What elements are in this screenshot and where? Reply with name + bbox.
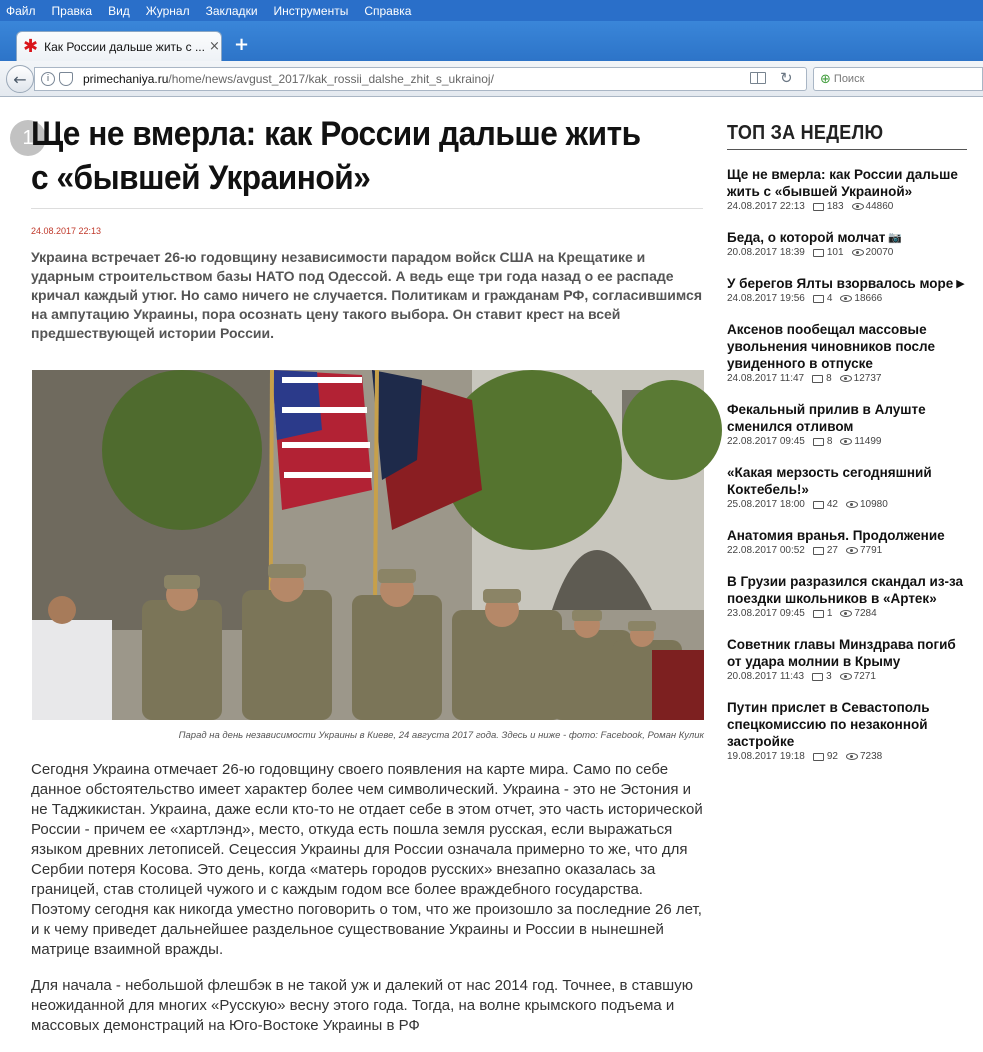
top-item-title[interactable]: Советник главы Минздрава погиб от удара молнии в Крыму — [727, 637, 956, 669]
menu-history[interactable]: Журнал — [145, 3, 190, 18]
top-item-meta: 20.08.2017 18:39 101 20070 — [727, 247, 894, 258]
top-item-meta: 25.08.2017 18:00 42 10980 — [727, 499, 888, 510]
top-item-meta: 24.08.2017 11:47 8 12737 — [727, 373, 882, 384]
top-item-meta: 24.08.2017 22:13 183 44860 — [727, 201, 894, 212]
top-item-meta: 24.08.2017 19:56 4 18666 — [727, 293, 883, 304]
comment-icon — [813, 547, 824, 555]
tab-strip — [0, 21, 983, 61]
top-item-meta: 22.08.2017 00:52 27 7791 — [727, 545, 883, 556]
top-list-item[interactable] — [727, 527, 967, 556]
info-icon[interactable]: i — [41, 72, 55, 86]
views-eye-icon — [846, 547, 858, 554]
comment-icon — [812, 375, 823, 383]
comment-icon — [813, 203, 824, 211]
views-eye-icon — [846, 501, 858, 508]
top-list-item[interactable] — [727, 699, 967, 762]
top-item-title[interactable]: У берегов Ялты взорвалось море ▶ — [727, 276, 965, 291]
page-content — [0, 98, 983, 1034]
url-bar[interactable] — [34, 67, 807, 91]
menu-tools[interactable]: Инструменты — [273, 3, 349, 18]
top-item-meta: 19.08.2017 19:18 92 7238 — [727, 751, 883, 762]
comment-icon — [812, 673, 823, 681]
views-eye-icon — [840, 295, 852, 302]
new-tab-button[interactable]: + — [234, 34, 250, 55]
menu-help[interactable]: Справка — [364, 3, 412, 18]
comment-icon — [813, 249, 824, 257]
tab-article[interactable] — [16, 31, 222, 61]
menu-view[interactable]: Вид — [108, 3, 130, 18]
article-paragraph: Для начала - небольшой флешбэк в не такой уж и далекий от нас 2014 год. Точнее, в ставшую неожиданной для многих «Русскую» весну этого года. Тогда, на волне крымского подъема и массовых демонстраций на Юго-Востоке Украины в РФ — [31, 977, 693, 1034]
article-date: 24.08.2017 22:13 — [31, 226, 102, 236]
back-button[interactable] — [6, 65, 34, 93]
top-item-meta: 23.08.2017 09:45 1 7284 — [727, 608, 877, 619]
article-title: Ще не вмерла: как России дальше жить с «бывшей Украиной» — [31, 115, 641, 197]
menu-file[interactable]: Файл — [6, 3, 36, 18]
top-item-title[interactable]: Анатомия вранья. Продолжение — [727, 528, 945, 543]
views-eye-icon — [840, 375, 852, 382]
sidebar-heading: ТОП ЗА НЕДЕЛЮ — [727, 122, 884, 144]
views-eye-icon — [852, 249, 864, 256]
comment-icon — [813, 438, 824, 446]
views-eye-icon — [846, 753, 858, 760]
views-eye-icon — [840, 610, 852, 617]
comment-icon — [813, 501, 824, 509]
search-input[interactable] — [813, 67, 983, 91]
menu-bookmarks[interactable]: Закладки — [205, 3, 258, 18]
title-divider — [31, 208, 703, 209]
sidebar-divider — [727, 149, 967, 150]
search-placeholder: Поиск — [833, 73, 865, 85]
shield-icon[interactable] — [59, 72, 73, 86]
reload-icon[interactable]: ↻ — [780, 69, 793, 87]
back-arrow-icon: ← — [13, 69, 27, 89]
top-list-item[interactable] — [727, 321, 967, 384]
views-eye-icon — [840, 438, 852, 445]
site-favicon-icon: ✱ — [23, 35, 39, 57]
menu-bar — [0, 0, 983, 21]
top-item-title[interactable]: В Грузии разразился скандал из-за поездки школьников в «Артек» — [727, 574, 964, 606]
menu-edit[interactable]: Правка — [51, 3, 93, 18]
parade-photo-illustration — [32, 370, 704, 720]
tab-close-icon[interactable]: × — [208, 39, 220, 54]
article-body — [31, 760, 703, 1052]
video-play-icon: ▶ — [956, 277, 965, 290]
comment-icon — [813, 753, 824, 761]
article-paragraph: Сегодня Украина отмечает 26-ю годовщину своего появления на карте мира. Само по себе данное обстоятельство имеет характер более чем символический. Украина - это не Эстония и не Таджикистан. Украина, даже если кто-то не отдает себе в этом отчет, это часть исторической России - причем ее «хартлэнд», место, откуда есть пошла земля русская, если выражаться языком древних летописей. Сецессия Украины для России означала примерно то же, что для Сербии потеря Косова. Это день, когда «матерь городов русских» внезапно оказалась за границей, став столицей чужого и с каждым годом все более враждебного государства. Поэтому сегодня как никогда уместно поговорить о том, что же произошло за последние 26 лет, и к чему приведет дальнейшее раздельное существование Украины и России в нынешней матрице взаимной вражды. — [31, 761, 703, 958]
top-item-title[interactable]: «Какая мерзость сегодняшний Коктебель!» — [727, 465, 932, 497]
top-list-item[interactable] — [727, 229, 967, 258]
url-text[interactable]: primechaniya.ru/home/news/avgust_2017/kak_rossii_dalshe_zhit_s_ukrainoj/ — [83, 72, 494, 86]
article-lead: Украина встречает 26-ю годовщину независимости парадом войск США на Крещатике и ударным строительством базы НАТО под Одессой. А ведь еще три года назад о ее распаде кричал каждый утюг. Но само ничего не случается. Политикам и гражданам РФ, согласившимся на ампутацию Украины, пора осознать цену такого выбора. Он ставит крест на всей предшествующей истории России. — [31, 249, 703, 341]
top-list-item[interactable] — [727, 401, 967, 447]
top-item-title[interactable]: Беда, о которой молчат 📷 — [727, 230, 903, 245]
top-list-item[interactable] — [727, 275, 967, 304]
page-badge: 1 — [10, 120, 46, 156]
views-eye-icon — [840, 673, 852, 680]
comment-icon — [813, 610, 824, 618]
nav-bar — [0, 61, 983, 97]
article-photo[interactable] — [32, 370, 704, 720]
top-list-item[interactable] — [727, 636, 967, 682]
top-list-item[interactable] — [727, 166, 967, 212]
top-list-item[interactable] — [727, 573, 967, 619]
top-item-title[interactable]: Ще не вмерла: как России дальше жить с «бывшей Украиной» — [727, 167, 958, 199]
top-item-meta: 22.08.2017 09:45 8 11499 — [727, 436, 882, 447]
top-list-item[interactable] — [727, 464, 967, 510]
reader-view-icon[interactable] — [750, 72, 766, 84]
top-item-title[interactable]: Путин прислет в Севастополь спецкомиссию по незаконной застройке — [727, 700, 930, 749]
tab-title: Как России дальше жить с ... — [44, 39, 205, 54]
top-item-meta: 20.08.2017 11:43 3 7271 — [727, 671, 876, 682]
top-item-title[interactable]: Фекальный прилив в Алуште сменился отливом — [727, 402, 926, 434]
top-week-list — [727, 166, 967, 779]
top-item-title[interactable]: Аксенов пообещал массовые увольнения чиновников после увиденного в отпуске — [727, 322, 935, 371]
views-eye-icon — [852, 203, 864, 210]
photo-caption: Парад на день независимости Украины в Киеве, 24 августа 2017 года. Здесь и ниже - фото: Facebook, Роман Кулик — [178, 730, 704, 741]
search-icon: ⊕ — [820, 71, 831, 87]
comment-icon — [813, 295, 824, 303]
camera-icon: 📷 — [888, 231, 903, 244]
